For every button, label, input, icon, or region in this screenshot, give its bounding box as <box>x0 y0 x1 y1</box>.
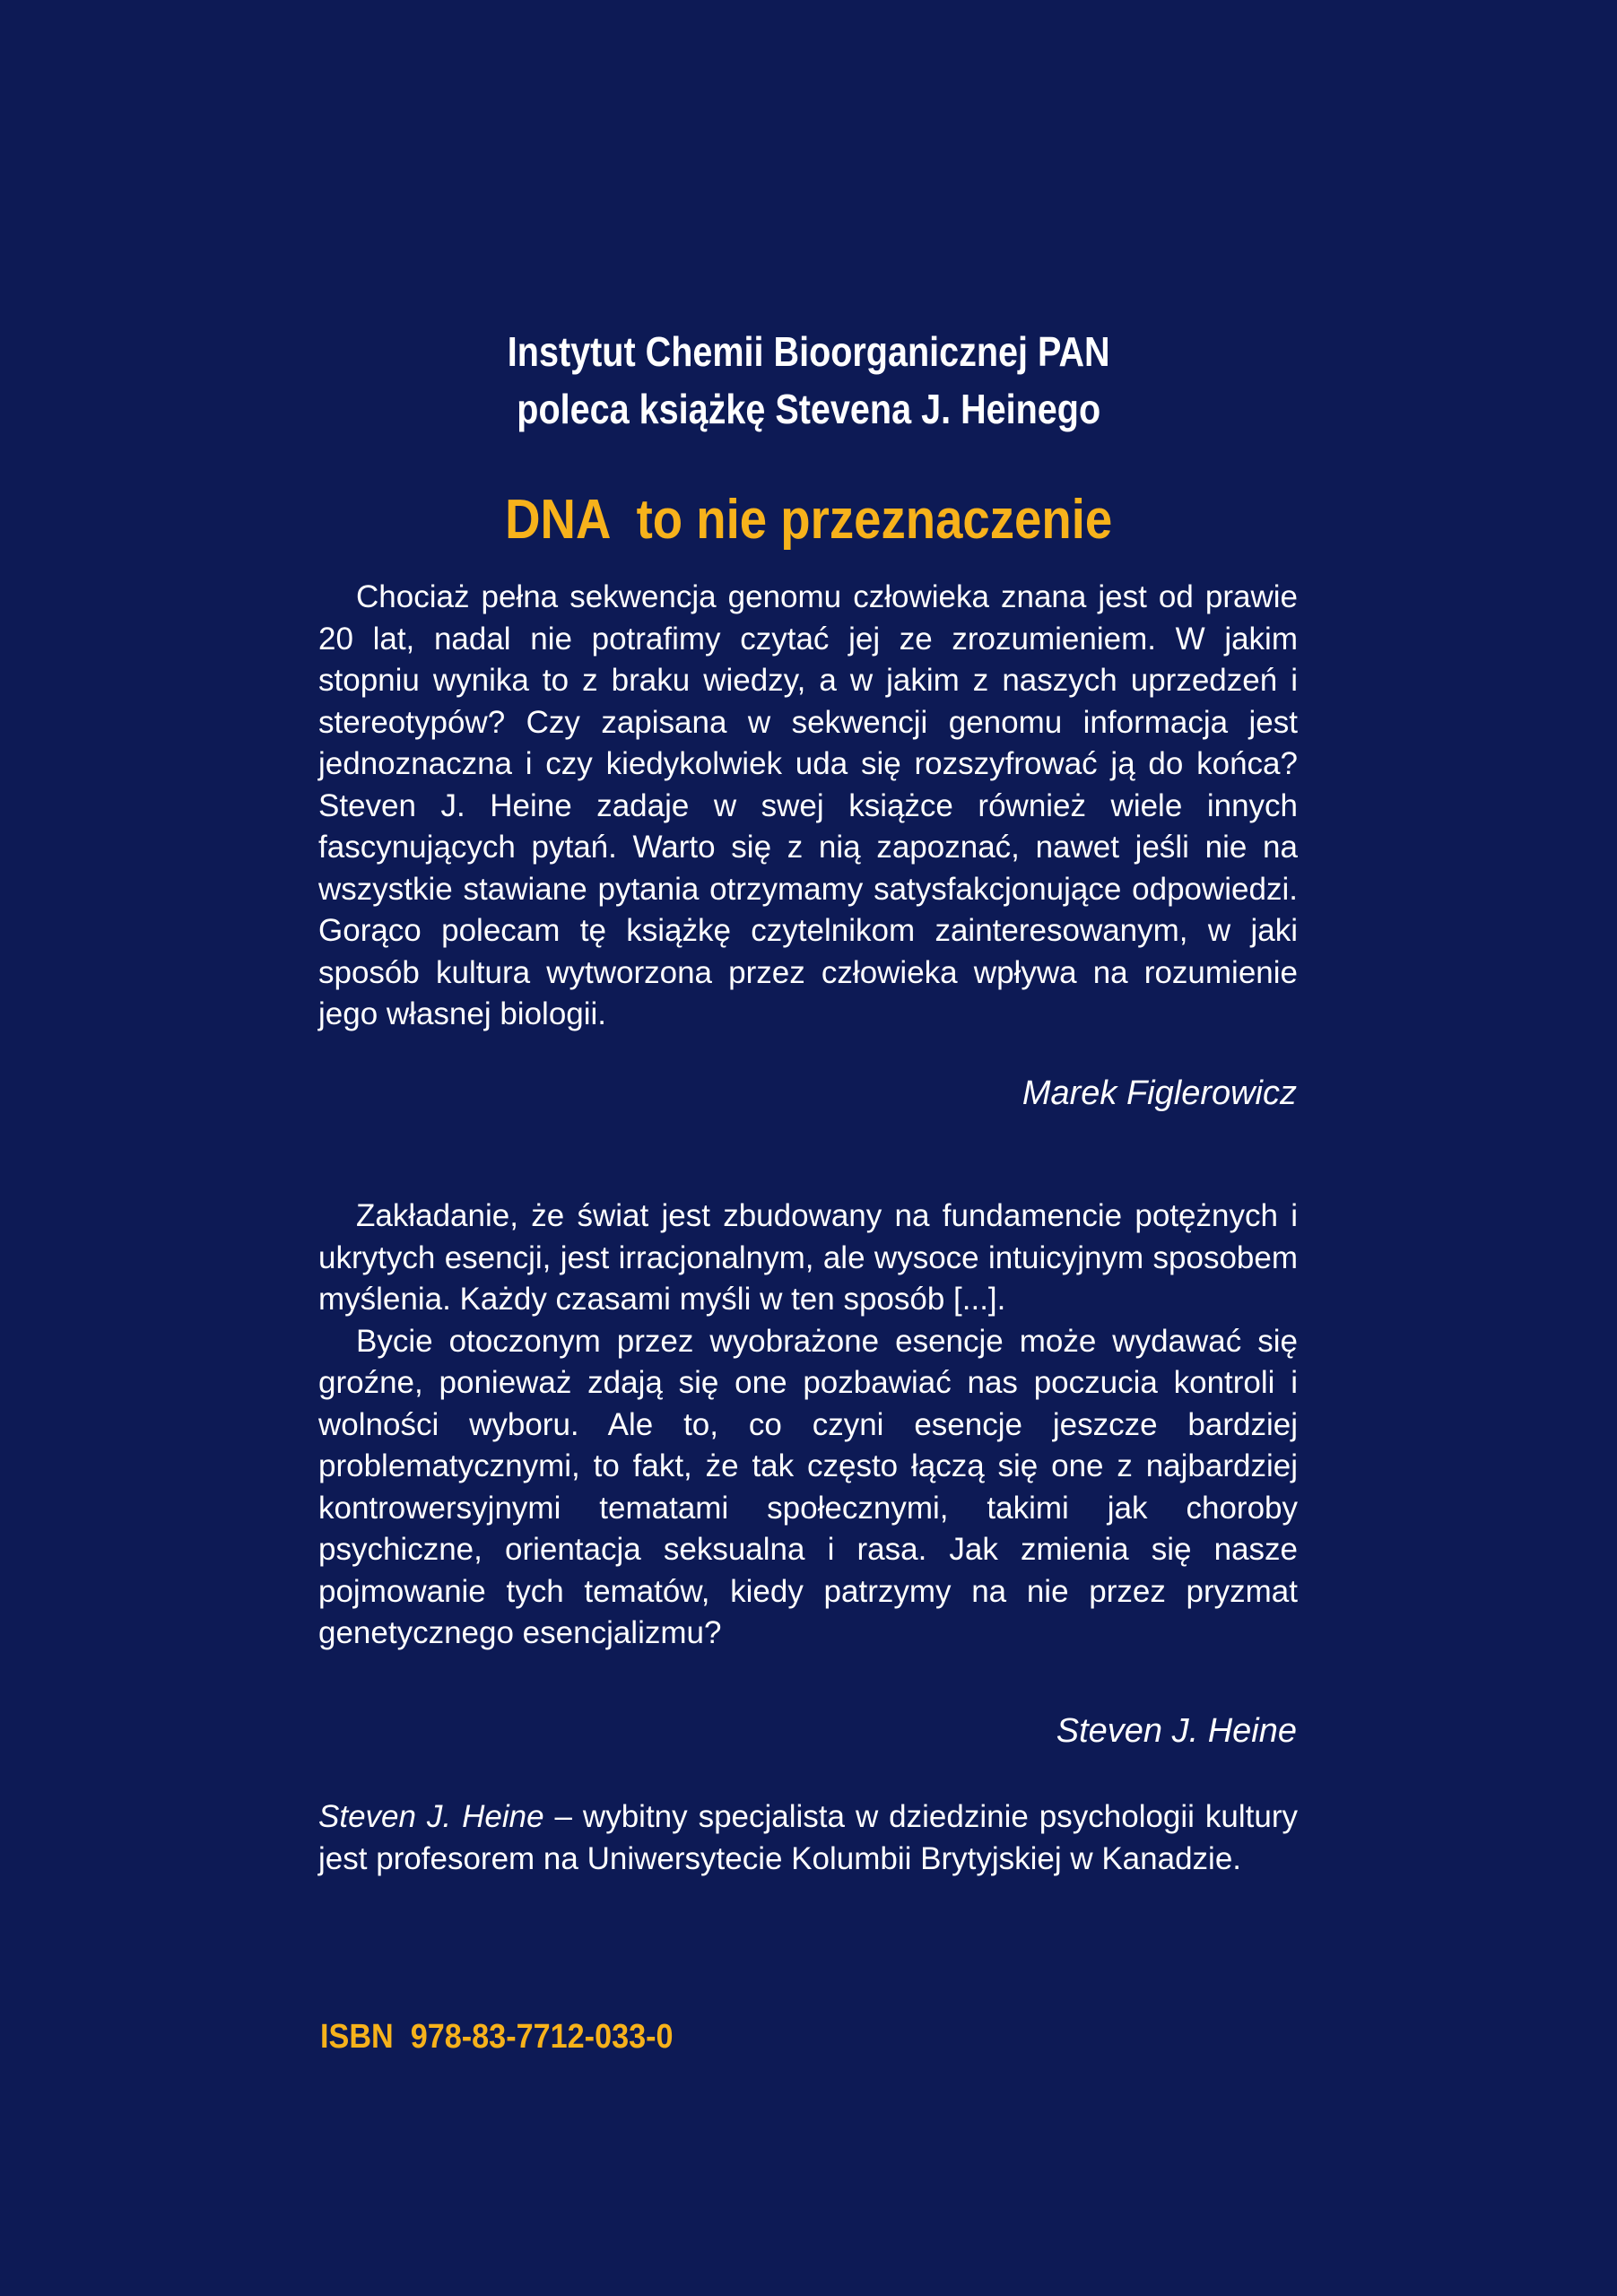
author-bio-text: – wybitny specjalista w dziedzinie psychologii kultury jest profesorem na Uniwersytecie Kolumbii Brytyjskiej w Kanadzie. <box>318 1799 1298 1876</box>
quote-paragraph-2: Bycie otoczonym przez wyobrażone esencje może wydawać się groźne, ponieważ zdają się one pozbawiać nas poczucia kontroli i wolności wyboru. Ale to, co czyni esencje jeszcze bardziej problematycznymi, to fakt, że tak często łączą się one z najbardziej kontrowersyjnymi tematami społecznymi, takimi jak choroby psychiczne, orientacja seksualna i rasa. Jak zmienia się nasze pojmowanie tych tematów, kiedy patrzymy na nie przez pryzmat genetycznego esencjalizmu? <box>318 1323 1298 1650</box>
publisher-recommendation-header <box>113 323 1504 438</box>
quote-signature: Steven J. Heine <box>1056 1712 1297 1750</box>
header-line-recommends: poleca książkę Stevena J. Heinego <box>517 386 1101 432</box>
author-bio <box>318 1796 1298 1880</box>
recommendation-signature: Marek Figlerowicz <box>1021 1074 1297 1112</box>
recommendation-text <box>318 577 1298 1036</box>
author-bio-name: Steven J. Heine <box>318 1799 544 1834</box>
quote-paragraph-1: Zakładanie, że świat jest zbudowany na fundamencie potężnych i ukrytych esencji, jest irracjonalnym, ale wysoce intuicyjnym sposobem myślenia. Każdy czasami myśli w ten sposób [...]. <box>318 1198 1298 1317</box>
book-title: DNA to nie przeznaczenie <box>505 489 1113 551</box>
recommendation-paragraph: Chociaż pełna sekwencja genomu człowieka znana jest od prawie 20 lat, nadal nie potrafimy czytać jej ze zrozumieniem. W jakim stopniu wynika to z braku wiedzy, a w jakim z naszych uprzedzeń i stereotypów? Czy zapisana w sekwencji genomu informacja jest jednoznaczna i czy kiedykolwiek uda się rozszyfrować ją do końca? Steven J. Heine zadaje w swej książce również wiele innych fascynujących pytań. Warto się z nią zapoznać, nawet jeśli nie na wszystkie stawiane pytania otrzymamy satysfakcjonujące odpowiedzi. Gorąco polecam tę książkę czytelnikom zainteresowanym, w jaki sposób kultura wytworzona przez człowieka wpływa na rozumienie jego własnej biologii. <box>318 579 1298 1031</box>
author-bio-paragraph <box>318 1796 1298 1880</box>
isbn-number: ISBN 978-83-7712-033-0 <box>320 2018 674 2056</box>
author-quote <box>318 1196 1298 1655</box>
header-line-institute: Instytut Chemii Bioorganicznej PAN <box>507 328 1110 375</box>
